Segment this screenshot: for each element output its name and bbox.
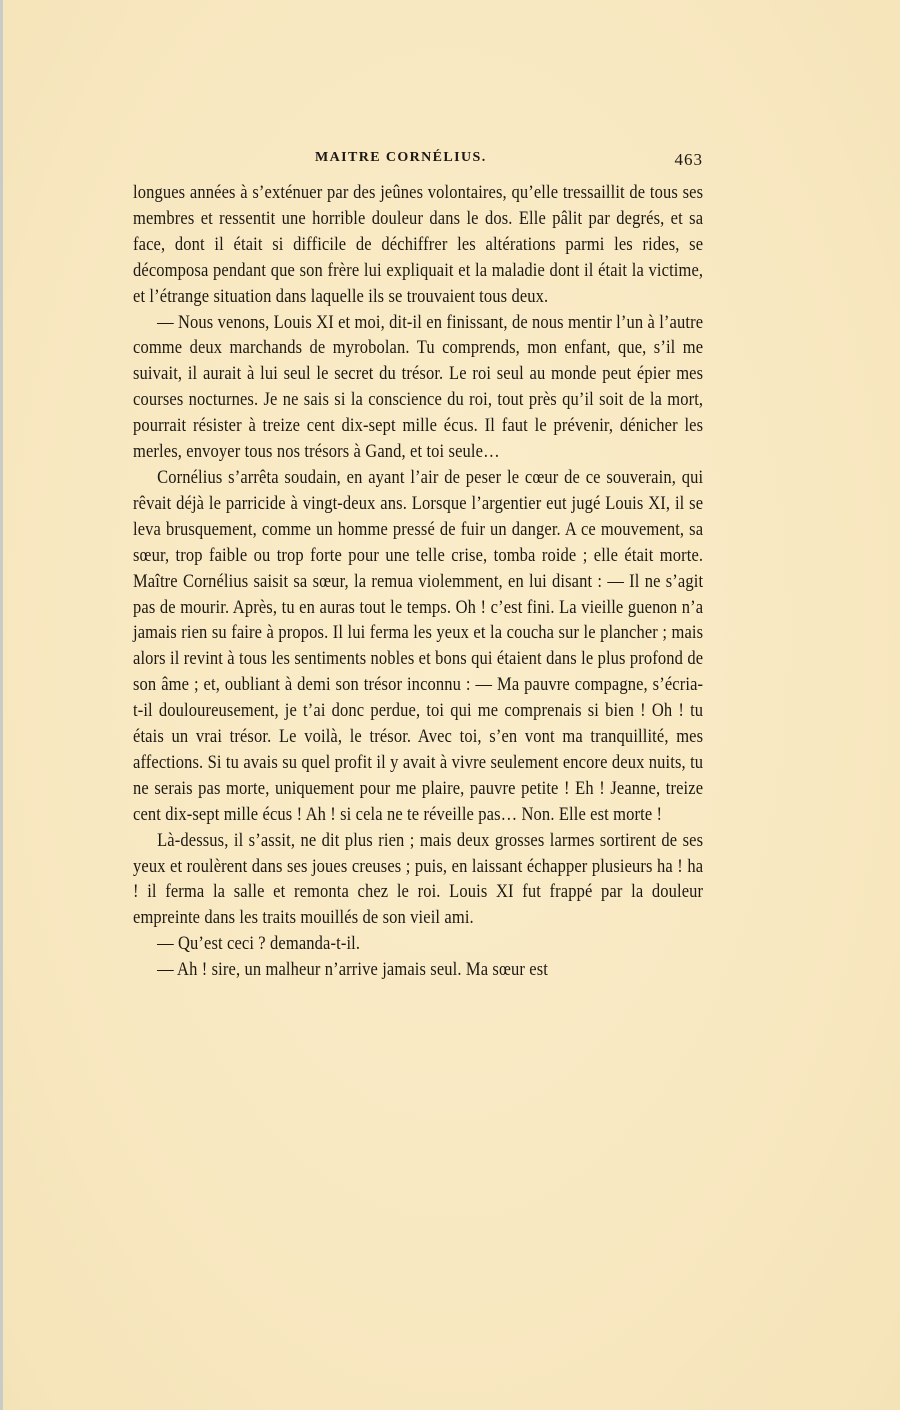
paragraph: — Ah ! sire, un malheur n’arrive jamais seul. Ma sœur est xyxy=(157,959,548,981)
text-block xyxy=(133,146,703,983)
running-title: MAITRE CORNÉLIUS. xyxy=(315,150,487,165)
paragraph: longues années à s’exténuer par des jeûnes volontaires, qu’elle tressaillit de tous ses membres et ressentit une horrible douleur dans le dos. Elle pâlit par degrés, et sa face, dont il était si difficile de déchiffrer les altérations parmi les rides, se décomposa pendant que son frère lui expliquait et la maladie dont il était la victime, et l’étrange situation dans laquelle ils se trouvaient tous deux. xyxy=(133,182,704,307)
page-number: 463 xyxy=(674,150,703,169)
paragraph: Là-dessus, il s’assit, ne dit plus rien ; mais deux grosses larmes sortirent de ses yeux et roulèrent dans ses joues creuses ; puis, en laissant échapper plusieurs ha ! ha ! il ferma la salle et remonta chez le roi. Louis XI fut frappé par la douleur empreinte dans les traits mouillés de son vieil ami. xyxy=(133,829,704,929)
page-edge xyxy=(0,0,3,1410)
paragraph: — Nous venons, Louis XI et moi, dit-il en finissant, de nous mentir l’un à l’autre comme deux marchands de myrobolan. Tu comprends, mon enfant, que, s’il me suivait, il aurait à lui seul le secret du trésor. Le roi seul au monde peut épier mes courses nocturnes. Je ne sais si la conscience du roi, tout près qu’il soit de la mort, pourrait résister à treize cent dix-sept mille écus. Il faut le prévenir, dénicher les merles, envoyer tous nos trésors à Gand, et toi seule… xyxy=(133,311,704,463)
paragraph: — Qu’est ceci ? demanda-t-il. xyxy=(157,933,361,955)
running-head xyxy=(133,146,703,180)
paragraph: Cornélius s’arrêta soudain, en ayant l’air de peser le cœur de ce souverain, qui rêvait déjà le parricide à vingt-deux ans. Lorsque l’argentier eut jugé Louis XI, il se leva brusquement, comme un homme pressé de fuir un danger. A ce mouvement, sa sœur, trop faible ou trop forte pour une telle crise, tomba roide ; elle était morte. Maître Cornélius saisit sa sœur, la remua violemment, en lui disant : — Il ne s’agit pas de mourir. Après, tu en auras tout le temps. Oh ! c’est fini. La vieille guenon n’a jamais rien su faire à propos. Il lui ferma les yeux et la coucha sur le plancher ; mais alors il revint à tous les sentiments nobles et bons qui étaient dans le plus profond de son âme ; et, oubliant à demi son trésor inconnu : — Ma pauvre compagne, s’écria-t-il douloureusement, je t’ai donc perdue, toi qui me comprenais si bien ! Oh ! tu étais un vrai trésor. Le voilà, le trésor. Avec toi, s’en vont ma tranquillité, mes affections. Si tu avais su quel profit il y avait à vivre seulement encore deux nuits, tu ne serais pas morte, uniquement pour me plaire, pauvre petite ! Eh ! Jeanne, treize cent dix-sept mille écus ! Ah ! si cela ne te réveille pas… Non. Elle est morte ! xyxy=(133,466,704,825)
